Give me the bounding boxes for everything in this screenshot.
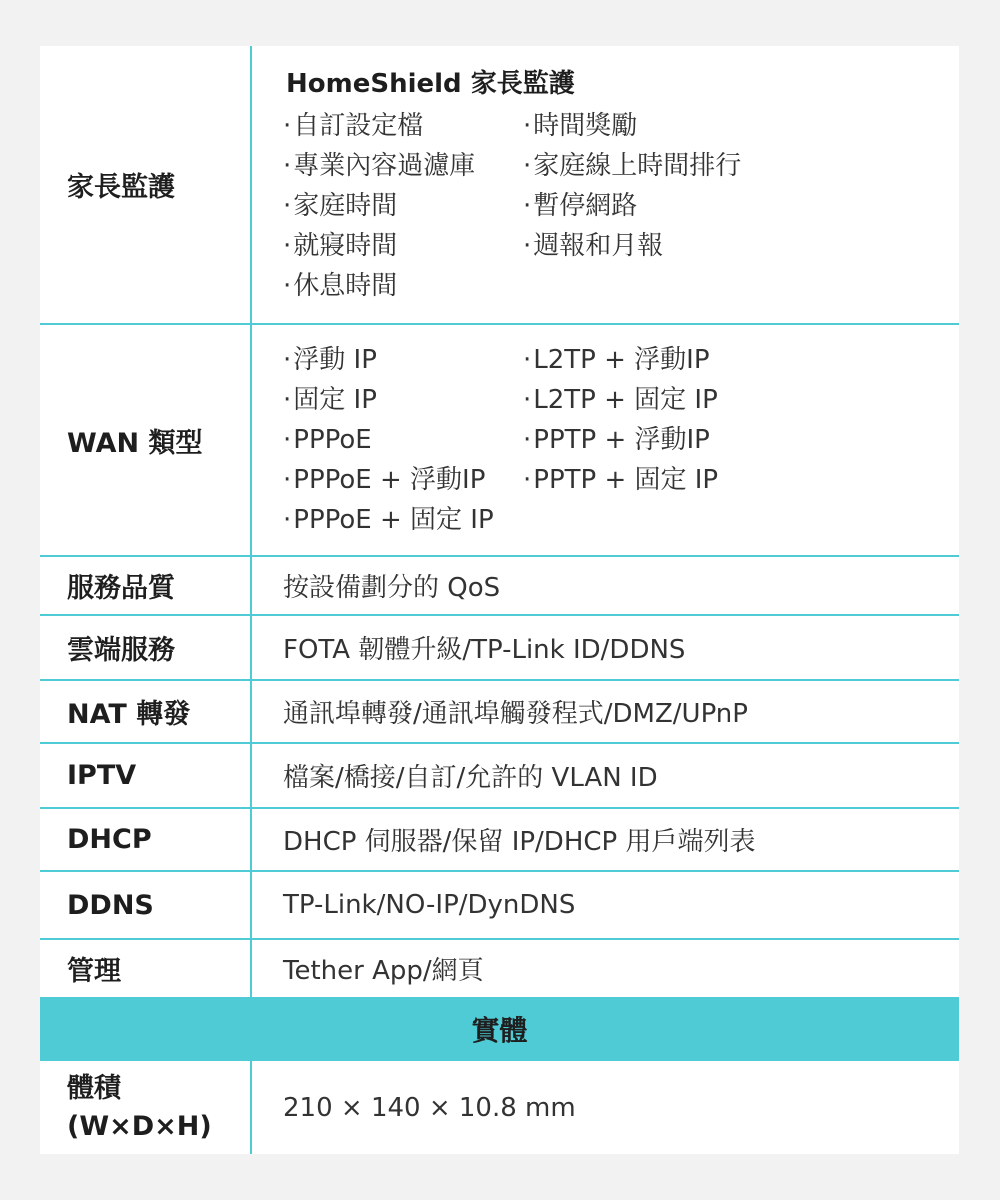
spec-row-iptv — [40, 744, 959, 809]
feature-list-right — [523, 106, 741, 306]
list-item: · 時間獎勵 — [523, 106, 741, 146]
wan-list-left — [283, 340, 523, 540]
spec-value-text: 按設備劃分的 QoS — [283, 573, 501, 603]
spec-value — [252, 940, 959, 997]
spec-label: NAT 轉發 — [40, 681, 252, 742]
dims-label-line1: 體積 — [67, 1072, 121, 1104]
spec-label: WAN 類型 — [40, 325, 252, 555]
list-item: · 休息時間 — [283, 266, 523, 306]
list-item: · 自訂設定檔 — [283, 106, 523, 146]
spec-label: DHCP — [40, 809, 252, 870]
spec-row-wan — [40, 325, 959, 557]
list-item: · 專業內容過濾庫 — [283, 146, 523, 186]
feature-list-left — [283, 106, 523, 306]
dims-label-line2: (W×D×H) — [67, 1110, 212, 1142]
list-item: · 家庭時間 — [283, 186, 523, 226]
spec-label: IPTV — [40, 744, 252, 807]
list-item: · 浮動 IP — [283, 340, 523, 380]
spec-value — [252, 325, 959, 555]
spec-row-parental — [40, 46, 959, 325]
spec-value — [252, 744, 959, 807]
parental-subtitle: HomeShield 家長監護 — [286, 69, 575, 99]
spec-row-nat — [40, 681, 959, 744]
spec-value — [252, 872, 959, 938]
list-item: · 暫停網路 — [523, 186, 741, 226]
spec-row-cloud — [40, 616, 959, 681]
spec-label: 管理 — [40, 940, 252, 997]
spec-value — [252, 46, 959, 323]
parental-features — [283, 63, 741, 306]
section-header-physical: 實體 — [40, 997, 959, 1061]
spec-label: DDNS — [40, 872, 252, 938]
spec-row-ddns — [40, 872, 959, 940]
spec-value — [252, 557, 959, 614]
spec-row-dhcp — [40, 809, 959, 872]
spec-value-text: TP-Link/NO-IP/DynDNS — [283, 890, 576, 920]
spec-value — [252, 809, 959, 870]
spec-value-text: Tether App/網頁 — [283, 956, 484, 986]
spec-label: 雲端服務 — [40, 616, 252, 679]
wan-types — [283, 340, 718, 540]
list-item: · 固定 IP — [283, 380, 523, 420]
wan-list-right — [523, 340, 718, 540]
spec-value-text: 通訊埠轉發/通訊埠觸發程式/DMZ/UPnP — [283, 699, 748, 729]
spec-value — [252, 616, 959, 679]
list-item: · PPPoE + 固定 IP — [283, 500, 523, 540]
spec-value-text: DHCP 伺服器/保留 IP/DHCP 用戶端列表 — [283, 827, 756, 857]
list-item: · L2TP + 浮動IP — [523, 340, 718, 380]
list-item: · L2TP + 固定 IP — [523, 380, 718, 420]
list-item: · PPTP + 浮動IP — [523, 420, 718, 460]
spec-label — [40, 1061, 252, 1154]
spec-value — [252, 1061, 959, 1154]
spec-row-dimensions — [40, 1061, 959, 1154]
list-item: · PPPoE + 浮動IP — [283, 460, 523, 500]
spec-value-text: 檔案/橋接/自訂/允許的 VLAN ID — [283, 763, 658, 793]
spec-table — [40, 46, 959, 1154]
spec-row-qos — [40, 557, 959, 616]
spec-value — [252, 681, 959, 742]
spec-label: 服務品質 — [40, 557, 252, 614]
list-item: · 週報和月報 — [523, 226, 741, 266]
list-item: · PPTP + 固定 IP — [523, 460, 718, 500]
spec-value-text: FOTA 韌體升級/TP-Link ID/DDNS — [283, 635, 686, 665]
spec-label: 家長監護 — [40, 46, 252, 323]
dims-value: 210 × 140 × 10.8 mm — [283, 1092, 576, 1123]
list-item: · 就寢時間 — [283, 226, 523, 266]
list-item: · PPPoE — [283, 420, 523, 460]
spec-row-management — [40, 940, 959, 997]
list-item: · 家庭線上時間排行 — [523, 146, 741, 186]
